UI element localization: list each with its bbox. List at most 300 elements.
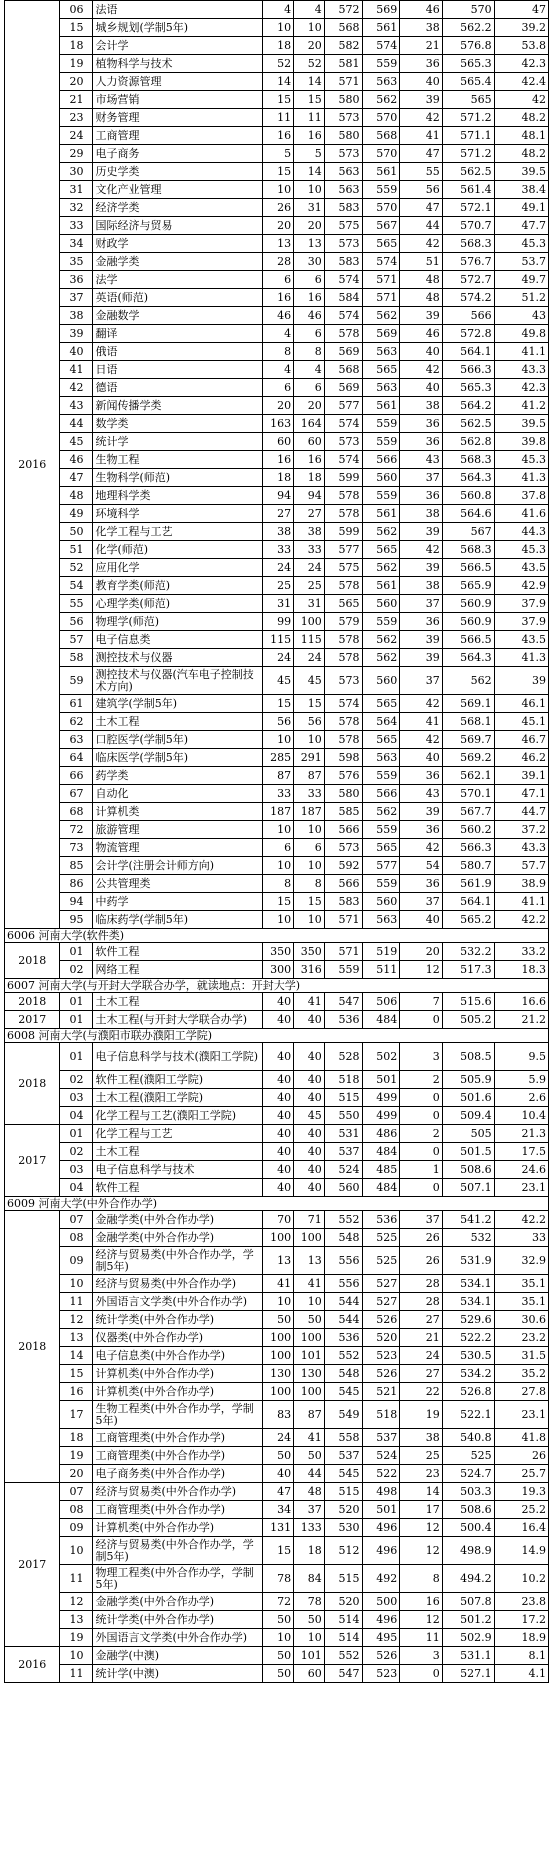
min-score-cell: 496 xyxy=(362,1537,400,1565)
major-code-cell: 18 xyxy=(60,1429,93,1447)
max-score-cell: 578 xyxy=(324,487,362,505)
major-name-cell: 测控技术与仪器(汽车电子控制技术方向) xyxy=(93,667,263,695)
min-over-line-cell: 37 xyxy=(400,469,442,487)
major-code-cell: 01 xyxy=(60,1125,93,1143)
section-header: 6006 河南大学(软件类) xyxy=(5,929,549,943)
avg-score-cell: 566.3 xyxy=(442,839,494,857)
section-header-row xyxy=(5,929,549,943)
min-over-line-cell: 0 xyxy=(400,1665,442,1683)
table-row xyxy=(5,1211,549,1229)
min-score-cell: 568 xyxy=(362,127,400,145)
avg-over-line-cell: 42 xyxy=(494,91,548,109)
major-name-cell: 城乡规划(学制5年) xyxy=(93,19,263,37)
max-score-cell: 569 xyxy=(324,343,362,361)
min-over-line-cell: 37 xyxy=(400,595,442,613)
min-score-cell: 519 xyxy=(362,943,400,961)
min-score-cell: 485 xyxy=(362,1161,400,1179)
avg-score-cell: 531.9 xyxy=(442,1247,494,1275)
min-over-line-cell: 1 xyxy=(400,1161,442,1179)
major-code-cell: 18 xyxy=(60,37,93,55)
max-score-cell: 578 xyxy=(324,577,362,595)
min-over-line-cell: 40 xyxy=(400,379,442,397)
min-over-line-cell: 16 xyxy=(400,1593,442,1611)
major-name-cell: 财务管理 xyxy=(93,109,263,127)
major-name-cell: 物理工程类(中外合作办学，学制5年) xyxy=(93,1565,263,1593)
min-score-cell: 562 xyxy=(362,803,400,821)
major-code-cell: 37 xyxy=(60,289,93,307)
min-score-cell: 501 xyxy=(362,1501,400,1519)
min-over-line-cell: 37 xyxy=(400,1211,442,1229)
major-name-cell: 地理科学类 xyxy=(93,487,263,505)
admitted-count-cell: 10 xyxy=(294,857,325,875)
major-name-cell: 经济与贸易类(中外合作办学，学制5年) xyxy=(93,1537,263,1565)
avg-score-cell: 571.1 xyxy=(442,127,494,145)
min-score-cell: 561 xyxy=(362,505,400,523)
avg-over-line-cell: 48.1 xyxy=(494,127,548,145)
table-row xyxy=(5,1071,549,1089)
plan-count-cell: 50 xyxy=(263,1611,294,1629)
min-score-cell: 523 xyxy=(362,1347,400,1365)
min-over-line-cell: 39 xyxy=(400,631,442,649)
max-score-cell: 571 xyxy=(324,911,362,929)
min-score-cell: 492 xyxy=(362,1565,400,1593)
min-over-line-cell: 36 xyxy=(400,487,442,505)
plan-count-cell: 100 xyxy=(263,1329,294,1347)
avg-score-cell: 525 xyxy=(442,1447,494,1465)
admitted-count-cell: 78 xyxy=(294,1593,325,1611)
max-score-cell: 583 xyxy=(324,199,362,217)
min-over-line-cell: 41 xyxy=(400,127,442,145)
min-over-line-cell: 36 xyxy=(400,415,442,433)
year-cell: 2017 xyxy=(5,1125,60,1197)
avg-over-line-cell: 39.2 xyxy=(494,19,548,37)
year-cell: 2017 xyxy=(5,1483,60,1647)
admitted-count-cell: 10 xyxy=(294,19,325,37)
max-score-cell: 578 xyxy=(324,649,362,667)
min-over-line-cell: 0 xyxy=(400,1107,442,1125)
min-score-cell: 561 xyxy=(362,577,400,595)
plan-count-cell: 15 xyxy=(263,1537,294,1565)
admitted-count-cell: 350 xyxy=(294,943,325,961)
min-over-line-cell: 24 xyxy=(400,1347,442,1365)
max-score-cell: 552 xyxy=(324,1211,362,1229)
min-score-cell: 563 xyxy=(362,911,400,929)
major-code-cell: 94 xyxy=(60,893,93,911)
max-score-cell: 571 xyxy=(324,943,362,961)
min-score-cell: 563 xyxy=(362,749,400,767)
max-score-cell: 568 xyxy=(324,361,362,379)
min-over-line-cell: 36 xyxy=(400,55,442,73)
major-code-cell: 09 xyxy=(60,1247,93,1275)
max-score-cell: 547 xyxy=(324,993,362,1011)
table-row xyxy=(5,1629,549,1647)
table-row xyxy=(5,649,549,667)
major-code-cell: 10 xyxy=(60,1275,93,1293)
plan-count-cell: 34 xyxy=(263,1501,294,1519)
avg-score-cell: 568.3 xyxy=(442,451,494,469)
major-name-cell: 电子商务 xyxy=(93,145,263,163)
max-score-cell: 556 xyxy=(324,1247,362,1275)
major-code-cell: 12 xyxy=(60,1593,93,1611)
major-name-cell: 口腔医学(学制5年) xyxy=(93,731,263,749)
major-code-cell: 52 xyxy=(60,559,93,577)
major-name-cell: 经济与贸易类(中外合作办学) xyxy=(93,1483,263,1501)
max-score-cell: 544 xyxy=(324,1311,362,1329)
avg-over-line-cell: 46.7 xyxy=(494,731,548,749)
table-row xyxy=(5,1483,549,1501)
year-cell: 2018 xyxy=(5,1211,60,1483)
avg-over-line-cell: 16.4 xyxy=(494,1519,548,1537)
min-score-cell: 518 xyxy=(362,1401,400,1429)
min-score-cell: 501 xyxy=(362,1071,400,1089)
major-code-cell: 57 xyxy=(60,631,93,649)
max-score-cell: 572 xyxy=(324,1,362,19)
min-score-cell: 484 xyxy=(362,1143,400,1161)
major-code-cell: 04 xyxy=(60,1179,93,1197)
max-score-cell: 573 xyxy=(324,433,362,451)
plan-count-cell: 28 xyxy=(263,253,294,271)
avg-over-line-cell: 27.8 xyxy=(494,1383,548,1401)
max-score-cell: 515 xyxy=(324,1565,362,1593)
major-code-cell: 31 xyxy=(60,181,93,199)
avg-over-line-cell: 48.2 xyxy=(494,145,548,163)
avg-over-line-cell: 46.1 xyxy=(494,695,548,713)
max-score-cell: 579 xyxy=(324,613,362,631)
max-score-cell: 584 xyxy=(324,289,362,307)
avg-over-line-cell: 43.5 xyxy=(494,631,548,649)
min-score-cell: 502 xyxy=(362,1043,400,1071)
plan-count-cell: 46 xyxy=(263,307,294,325)
min-score-cell: 526 xyxy=(362,1311,400,1329)
plan-count-cell: 350 xyxy=(263,943,294,961)
min-score-cell: 559 xyxy=(362,415,400,433)
avg-over-line-cell: 5.9 xyxy=(494,1071,548,1089)
major-name-cell: 工商管理 xyxy=(93,127,263,145)
avg-score-cell: 568.1 xyxy=(442,713,494,731)
avg-score-cell: 567 xyxy=(442,523,494,541)
avg-score-cell: 562 xyxy=(442,667,494,695)
avg-score-cell: 565.2 xyxy=(442,911,494,929)
avg-score-cell: 526.8 xyxy=(442,1383,494,1401)
table-row xyxy=(5,19,549,37)
admitted-count-cell: 40 xyxy=(294,1143,325,1161)
avg-over-line-cell: 45.3 xyxy=(494,235,548,253)
avg-score-cell: 571.2 xyxy=(442,109,494,127)
admitted-count-cell: 10 xyxy=(294,181,325,199)
major-name-cell: 金融学类(中外合作办学) xyxy=(93,1211,263,1229)
avg-over-line-cell: 19.3 xyxy=(494,1483,548,1501)
admitted-count-cell: 94 xyxy=(294,487,325,505)
major-name-cell: 化学工程与工艺 xyxy=(93,1125,263,1143)
major-name-cell: 人力资源管理 xyxy=(93,73,263,91)
plan-count-cell: 13 xyxy=(263,1247,294,1275)
admitted-count-cell: 40 xyxy=(294,1179,325,1197)
max-score-cell: 520 xyxy=(324,1501,362,1519)
min-score-cell: 571 xyxy=(362,271,400,289)
section-header-row xyxy=(5,979,549,993)
min-score-cell: 486 xyxy=(362,1125,400,1143)
avg-over-line-cell: 23.2 xyxy=(494,1329,548,1347)
major-code-cell: 48 xyxy=(60,487,93,505)
major-name-cell: 网络工程 xyxy=(93,961,263,979)
avg-over-line-cell: 33.2 xyxy=(494,943,548,961)
min-score-cell: 559 xyxy=(362,487,400,505)
avg-over-line-cell: 35.1 xyxy=(494,1293,548,1311)
major-name-cell: 测控技术与仪器 xyxy=(93,649,263,667)
major-code-cell: 08 xyxy=(60,1501,93,1519)
table-row xyxy=(5,253,549,271)
avg-score-cell: 534.2 xyxy=(442,1365,494,1383)
max-score-cell: 580 xyxy=(324,91,362,109)
admitted-count-cell: 40 xyxy=(294,1011,325,1029)
admitted-count-cell: 4 xyxy=(294,1,325,19)
min-score-cell: 527 xyxy=(362,1275,400,1293)
major-code-cell: 95 xyxy=(60,911,93,929)
min-over-line-cell: 3 xyxy=(400,1043,442,1071)
table-row xyxy=(5,695,549,713)
major-name-cell: 数学类 xyxy=(93,415,263,433)
max-score-cell: 514 xyxy=(324,1611,362,1629)
avg-over-line-cell: 46.2 xyxy=(494,749,548,767)
avg-over-line-cell: 21.2 xyxy=(494,1011,548,1029)
min-score-cell: 559 xyxy=(362,875,400,893)
year-cell: 2018 xyxy=(5,993,60,1011)
max-score-cell: 574 xyxy=(324,415,362,433)
table-row xyxy=(5,487,549,505)
plan-count-cell: 40 xyxy=(263,1089,294,1107)
avg-over-line-cell: 44.7 xyxy=(494,803,548,821)
major-name-cell: 国际经济与贸易 xyxy=(93,217,263,235)
min-over-line-cell: 40 xyxy=(400,749,442,767)
min-over-line-cell: 20 xyxy=(400,943,442,961)
table-row xyxy=(5,37,549,55)
max-score-cell: 573 xyxy=(324,235,362,253)
plan-count-cell: 70 xyxy=(263,1211,294,1229)
min-over-line-cell: 44 xyxy=(400,217,442,235)
major-name-cell: 英语(师范) xyxy=(93,289,263,307)
avg-over-line-cell: 39.8 xyxy=(494,433,548,451)
plan-count-cell: 300 xyxy=(263,961,294,979)
table-row xyxy=(5,559,549,577)
table-row xyxy=(5,943,549,961)
major-code-cell: 01 xyxy=(60,993,93,1011)
min-score-cell: 498 xyxy=(362,1483,400,1501)
table-row xyxy=(5,1537,549,1565)
avg-score-cell: 501.2 xyxy=(442,1611,494,1629)
max-score-cell: 531 xyxy=(324,1125,362,1143)
admitted-count-cell: 50 xyxy=(294,1447,325,1465)
major-code-cell: 44 xyxy=(60,415,93,433)
plan-count-cell: 10 xyxy=(263,857,294,875)
avg-over-line-cell: 41.3 xyxy=(494,649,548,667)
table-row xyxy=(5,1107,549,1125)
major-name-cell: 电子信息类(中外合作办学) xyxy=(93,1347,263,1365)
avg-score-cell: 568.3 xyxy=(442,541,494,559)
table-row xyxy=(5,55,549,73)
major-code-cell: 04 xyxy=(60,1107,93,1125)
plan-count-cell: 50 xyxy=(263,1665,294,1683)
major-name-cell: 化学工程与工艺 xyxy=(93,523,263,541)
min-score-cell: 526 xyxy=(362,1365,400,1383)
avg-score-cell: 529.6 xyxy=(442,1311,494,1329)
avg-over-line-cell: 37.9 xyxy=(494,613,548,631)
max-score-cell: 545 xyxy=(324,1383,362,1401)
table-row xyxy=(5,875,549,893)
admitted-count-cell: 11 xyxy=(294,109,325,127)
plan-count-cell: 10 xyxy=(263,1629,294,1647)
major-code-cell: 68 xyxy=(60,803,93,821)
plan-count-cell: 6 xyxy=(263,271,294,289)
min-over-line-cell: 21 xyxy=(400,1329,442,1347)
min-over-line-cell: 36 xyxy=(400,767,442,785)
min-over-line-cell: 7 xyxy=(400,993,442,1011)
admitted-count-cell: 45 xyxy=(294,1107,325,1125)
min-score-cell: 525 xyxy=(362,1229,400,1247)
table-row xyxy=(5,595,549,613)
avg-over-line-cell: 18.3 xyxy=(494,961,548,979)
admitted-count-cell: 25 xyxy=(294,577,325,595)
table-row xyxy=(5,993,549,1011)
avg-over-line-cell: 48.2 xyxy=(494,109,548,127)
plan-count-cell: 163 xyxy=(263,415,294,433)
table-row xyxy=(5,1383,549,1401)
major-code-cell: 02 xyxy=(60,1143,93,1161)
plan-count-cell: 40 xyxy=(263,1125,294,1143)
table-row xyxy=(5,839,549,857)
avg-over-line-cell: 31.5 xyxy=(494,1347,548,1365)
major-name-cell: 电子信息科学与技术 xyxy=(93,1161,263,1179)
min-over-line-cell: 43 xyxy=(400,785,442,803)
major-name-cell: 公共管理类 xyxy=(93,875,263,893)
max-score-cell: 550 xyxy=(324,1107,362,1125)
avg-over-line-cell: 42.3 xyxy=(494,55,548,73)
max-score-cell: 548 xyxy=(324,1365,362,1383)
avg-over-line-cell: 43 xyxy=(494,307,548,325)
plan-count-cell: 47 xyxy=(263,1483,294,1501)
admitted-count-cell: 45 xyxy=(294,667,325,695)
avg-score-cell: 565 xyxy=(442,91,494,109)
admitted-count-cell: 4 xyxy=(294,361,325,379)
major-name-cell: 计算机类(中外合作办学) xyxy=(93,1519,263,1537)
admitted-count-cell: 84 xyxy=(294,1565,325,1593)
min-score-cell: 527 xyxy=(362,1293,400,1311)
avg-over-line-cell: 10.4 xyxy=(494,1107,548,1125)
min-over-line-cell: 12 xyxy=(400,1537,442,1565)
min-score-cell: 565 xyxy=(362,235,400,253)
min-over-line-cell: 2 xyxy=(400,1125,442,1143)
major-code-cell: 20 xyxy=(60,1465,93,1483)
plan-count-cell: 25 xyxy=(263,577,294,595)
table-row xyxy=(5,451,549,469)
min-over-line-cell: 39 xyxy=(400,91,442,109)
max-score-cell: 580 xyxy=(324,127,362,145)
plan-count-cell: 10 xyxy=(263,181,294,199)
major-code-cell: 59 xyxy=(60,667,93,695)
avg-score-cell: 569.1 xyxy=(442,695,494,713)
plan-count-cell: 15 xyxy=(263,91,294,109)
avg-score-cell: 508.6 xyxy=(442,1501,494,1519)
min-over-line-cell: 48 xyxy=(400,271,442,289)
avg-score-cell: 566.3 xyxy=(442,361,494,379)
min-score-cell: 522 xyxy=(362,1465,400,1483)
table-row xyxy=(5,1089,549,1107)
min-score-cell: 560 xyxy=(362,469,400,487)
table-row xyxy=(5,767,549,785)
avg-score-cell: 524.7 xyxy=(442,1465,494,1483)
major-code-cell: 66 xyxy=(60,767,93,785)
max-score-cell: 549 xyxy=(324,1401,362,1429)
year-cell: 2016 xyxy=(5,1,60,929)
table-row xyxy=(5,181,549,199)
min-over-line-cell: 11 xyxy=(400,1629,442,1647)
major-code-cell: 03 xyxy=(60,1161,93,1179)
table-row xyxy=(5,235,549,253)
table-row xyxy=(5,1311,549,1329)
major-code-cell: 30 xyxy=(60,163,93,181)
major-name-cell: 软件工程 xyxy=(93,1179,263,1197)
admitted-count-cell: 60 xyxy=(294,433,325,451)
table-row xyxy=(5,145,549,163)
plan-count-cell: 18 xyxy=(263,37,294,55)
avg-score-cell: 509.4 xyxy=(442,1107,494,1125)
admitted-count-cell: 6 xyxy=(294,839,325,857)
major-code-cell: 49 xyxy=(60,505,93,523)
plan-count-cell: 40 xyxy=(263,1465,294,1483)
min-over-line-cell: 36 xyxy=(400,821,442,839)
table-row xyxy=(5,631,549,649)
plan-count-cell: 40 xyxy=(263,1179,294,1197)
min-over-line-cell: 39 xyxy=(400,803,442,821)
min-over-line-cell: 40 xyxy=(400,343,442,361)
max-score-cell: 574 xyxy=(324,307,362,325)
major-name-cell: 计算机类 xyxy=(93,803,263,821)
avg-over-line-cell: 18.9 xyxy=(494,1629,548,1647)
plan-count-cell: 60 xyxy=(263,433,294,451)
major-name-cell: 物流管理 xyxy=(93,839,263,857)
min-over-line-cell: 47 xyxy=(400,199,442,217)
admission-score-table xyxy=(4,0,549,1683)
major-name-cell: 化学工程与工艺(濮阳工学院) xyxy=(93,1107,263,1125)
major-name-cell: 经济学类 xyxy=(93,199,263,217)
max-score-cell: 578 xyxy=(324,731,362,749)
min-over-line-cell: 27 xyxy=(400,1365,442,1383)
plan-count-cell: 94 xyxy=(263,487,294,505)
major-name-cell: 法语 xyxy=(93,1,263,19)
major-code-cell: 36 xyxy=(60,271,93,289)
admitted-count-cell: 44 xyxy=(294,1465,325,1483)
plan-count-cell: 40 xyxy=(263,1043,294,1071)
major-name-cell: 市场营销 xyxy=(93,91,263,109)
admitted-count-cell: 8 xyxy=(294,343,325,361)
admitted-count-cell: 40 xyxy=(294,1089,325,1107)
major-code-cell: 11 xyxy=(60,1565,93,1593)
major-code-cell: 20 xyxy=(60,73,93,91)
avg-score-cell: 569.2 xyxy=(442,749,494,767)
avg-over-line-cell: 42.4 xyxy=(494,73,548,91)
table-row xyxy=(5,1401,549,1429)
min-over-line-cell: 36 xyxy=(400,613,442,631)
plan-count-cell: 115 xyxy=(263,631,294,649)
major-code-cell: 34 xyxy=(60,235,93,253)
table-row xyxy=(5,713,549,731)
major-code-cell: 50 xyxy=(60,523,93,541)
avg-over-line-cell: 35.1 xyxy=(494,1275,548,1293)
major-name-cell: 文化产业管理 xyxy=(93,181,263,199)
major-code-cell: 02 xyxy=(60,1071,93,1089)
admitted-count-cell: 10 xyxy=(294,1629,325,1647)
table-row xyxy=(5,1565,549,1593)
major-name-cell: 植物科学与技术 xyxy=(93,55,263,73)
